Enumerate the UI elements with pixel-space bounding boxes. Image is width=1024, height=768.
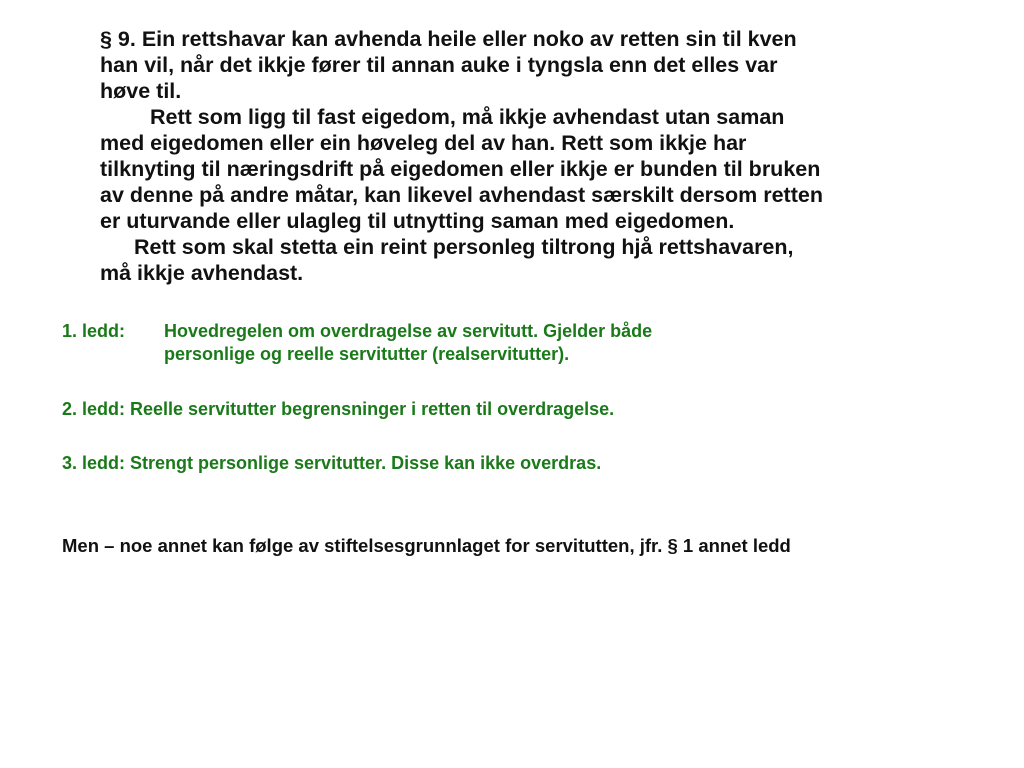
note-ledd-3: 3. ledd: Strengt personlige servitutter. Disse kan ikke overdras. (62, 453, 602, 473)
note-label: 1. ledd: (62, 321, 126, 341)
law-line: han vil, når det ikkje fører til annan auke i tyngsla enn det elles var (100, 53, 778, 77)
note-line: Hovedregelen om overdragelse av servitutt. Gjelder både (164, 321, 653, 341)
law-paragraph-3 (100, 234, 980, 286)
law-line: § 9. Ein rettshavar kan avhenda heile eller noko av retten sin til kven (100, 27, 797, 51)
law-text (100, 26, 980, 286)
note-line: personlige og reelle servitutter (realservitutter). (164, 344, 570, 364)
note-ledd-1 (62, 320, 652, 366)
law-line: tilknyting til næringsdrift på eigedomen eller ikkje er bunden til bruken (100, 157, 821, 181)
law-line: er uturvande eller ulagleg til utnytting saman med eigedomen. (100, 209, 735, 233)
law-line: Rett som skal stetta ein reint personleg tiltrong hjå rettshavaren, (134, 235, 794, 259)
law-paragraph-1 (100, 26, 980, 104)
law-line: av denne på andre måtar, kan likevel avhendast særskilt dersom retten (100, 183, 823, 207)
law-paragraph-2 (100, 104, 980, 234)
law-line: må ikkje avhendast. (100, 261, 304, 285)
law-line: høve til. (100, 79, 182, 103)
law-line: med eigedomen eller ein høveleg del av han. Rett som ikkje har (100, 131, 747, 155)
law-line: Rett som ligg til fast eigedom, må ikkje avhendast utan saman (150, 105, 785, 129)
note-ledd-2: 2. ledd: Reelle servitutter begrensninger i retten til overdragelse. (62, 399, 615, 419)
note-text (164, 320, 652, 366)
footer-note: Men – noe annet kan følge av stiftelsesgrunnlaget for servitutten, jfr. § 1 annet ledd (62, 535, 791, 556)
